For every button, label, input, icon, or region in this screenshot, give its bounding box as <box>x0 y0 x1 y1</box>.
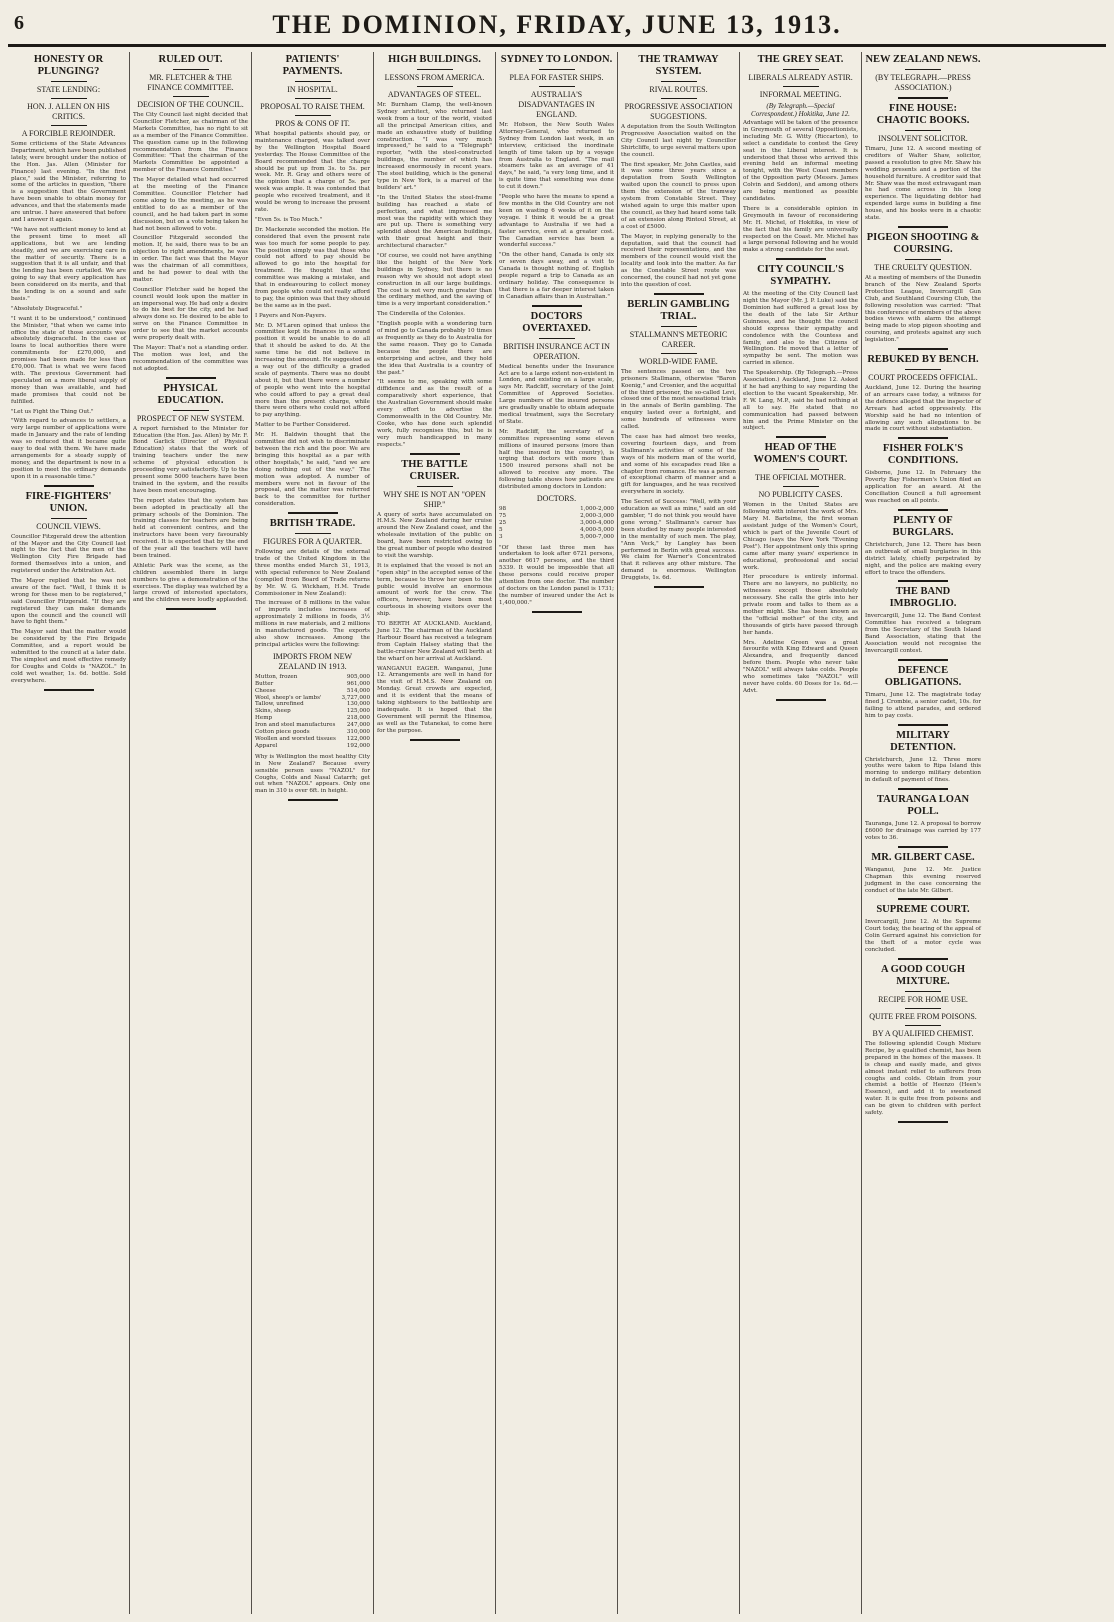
article-subhead: A FORCIBLE REJOINDER. <box>21 129 116 138</box>
table-cell-label: Skins, sheep <box>255 708 291 715</box>
article-paragraph: Christchurch, June 12. Three more youths were taken to Ripa Island this morning to undergo military detention in default of payment of fines. <box>865 756 981 784</box>
article-paragraph: The City Council last night decided that Councillor Fletcher, as chairman of the Markets Committee, has no right to sit as a member of the Finance Committee. The question came up in the following recommendation from the Finance Committee: "That the chairman of the Markets Committee be appointed a member of the Finance Committee." <box>133 112 248 174</box>
table-cell-value: 3,000-4,000 <box>580 519 614 526</box>
article-end-rule <box>898 788 948 790</box>
article-paragraph: The Mayor said that the matter would be considered by the Fire Brigade Committee, and a report would be submitted to the council at a later date. The simplest and most effective remedy for Coughs and Colds is "NAZOL." In cold wet weather, 1s. 6d. bottle. Sold everywhere. <box>11 629 126 684</box>
table-cell-label: 3 <box>499 533 503 540</box>
article-paragraph: Mr. Burnham Clamp, the well-known Sydney architect, who returned last week from a tour of the world, visited all the principal American cities, and made an exhaustive study of building construction. "I was very much impressed," he said to a "Telegraph" reporter, "with the steel-constructed buildings, the number of which has increased enormously in recent years. The steel building, which is the general type in New York, is a marvel of the builders' art." <box>377 102 492 191</box>
article-headline: PHYSICAL EDUCATION. <box>157 382 224 406</box>
article-paragraph: Matter to be Further Considered. <box>255 422 351 429</box>
article-closing: Why is Wellington the most healthy City in New Zealand? Because every sensible person uses "NAZOL" for Coughs, Colds and Nasal Catarrh; get out when "NAZOL" appears. Only one man in 310 is over 6ft. in height. <box>255 753 370 795</box>
divider <box>295 81 331 82</box>
article-paragraph: "Let us Fight the Thing Out." <box>11 408 94 415</box>
article <box>865 443 981 511</box>
article-paragraph: Christchurch, June 12. There has been an outbreak of small burglaries in this district lately, chiefly perpetrated by night, and the police are making every effort to trace the offenders. <box>865 541 981 576</box>
article-end-rule <box>166 608 216 610</box>
article-paragraph: TO BERTH AT AUCKLAND. Auckland, June 12. The chairman of the Auckland Harbour Board has received a telegram from Captain Halsey stating that the battle-cruiser New Zealand will berth at the wharf on her arrival at Auckland. <box>377 621 492 662</box>
divider <box>661 98 697 99</box>
divider <box>51 125 87 126</box>
article-subhead: WORLD-WIDE FAME. <box>639 356 718 366</box>
article-subhead: IN HOSPITAL. <box>287 85 338 94</box>
article-paragraph: Invercargill, June 12. At the Supreme Court today, the hearing of the appeal of Colin Gerrard against his conviction for the theft of a motor cycle was concluded. <box>865 919 981 954</box>
article-paragraph: Gisborne, June 12. In February the Poverty Bay Fishermen's Union filed an application for an award. At the Conciliation Council a full agreement was reached on all points. <box>865 470 981 504</box>
article-paragraph: "I want it to be understood," continued the Minister, "that when we came into office the state of those accounts was absolutely disgraceful. In the case of loans to local authorities there were commitments for £270,000, and promises had been made for less than £70,000. That is what we were faced with. The previous Government had speculated on a more liberal supply of money than was available, and had made promises that could not be fulfilled. <box>11 315 126 405</box>
article-subhead: STALLMANN'S METEORIC CAREER. <box>629 329 728 349</box>
article <box>865 232 981 350</box>
article <box>865 515 981 583</box>
divider <box>539 86 575 87</box>
article-headline: HONESTY OR PLUNGING? <box>33 54 104 77</box>
table-cell-value: 1,000-2,000 <box>580 505 614 512</box>
table-row <box>255 715 370 722</box>
column-5 <box>496 52 618 1614</box>
article <box>865 103 981 228</box>
article-paragraph: Timaru, June 12. A second meeting of creditors of Walter Shaw, solicitor, passed a resolution to give Mr. Shaw his wedding presents and a portion of the household furniture. A creditor said that Mr. Shaw was the most extravagant man he had come across in his long experience. The liquidating debtor had expended large sums in building a fine house, and his books were in a chaotic state. <box>865 146 981 222</box>
article-end-rule <box>898 1121 948 1123</box>
article-subhead: RECIPE FOR HOME USE. <box>878 995 968 1004</box>
article-headline: A GOOD COUGH MIXTURE. <box>880 964 965 987</box>
article-headline: RULED OUT. <box>158 54 223 65</box>
article-paragraph: Councillor Fitzgerald seconded the motion. If, he said, there was to be an objection to right amendments, he was in order. The fact was that the Mayor was the chairman of all committees, and he had power to deal with the matter. <box>133 235 248 283</box>
table-cell-value: 122,000 <box>346 735 370 742</box>
article-paragraph: Wanganui, June 12. Mr. Justice Chapman this evening reserved judgment in the case concerning the conduct of the late Mr. Gilbert. <box>865 866 981 894</box>
table-cell-label: Cheese <box>255 687 276 694</box>
article-paragraph: The first speaker, Mr. John Castles, said it was some three years since a deputation from South Wellington waited upon the council to press upon them the extension of the tramway system from Constable Street. They wished again to urge this matter upon the council, as they had heard some talk of an extension along Rintoul Street, at a cost of £5000. <box>621 161 736 230</box>
article-headline: MILITARY DETENTION. <box>890 729 956 753</box>
article-headline: BERLIN GAMBLING TRIAL. <box>627 298 730 322</box>
table-cell-value: 905,000 <box>346 673 370 680</box>
article-paragraph: "Even 5s. is Too Much." <box>255 216 323 223</box>
article-subhead: DECISION OF THE COUNCIL. <box>137 100 244 109</box>
article <box>865 586 981 660</box>
article-end-rule <box>410 453 460 455</box>
article-paragraph: A deputation from the South Wellington Progressive Association waited on the City Council last night by Councillor Shirtcliffe, to urge several matters upon the council. <box>621 124 736 158</box>
article <box>499 311 614 613</box>
article-paragraph: The Cinderella of the Colonies. <box>377 311 465 318</box>
page-number: 6 <box>14 12 24 34</box>
article <box>133 383 248 611</box>
table-cell-value: 130,000 <box>346 701 370 708</box>
article-paragraph: Timaru, June 12. The magistrate today fined J. Crombie, a senior cadet, 10s. for failing to attend parades, and ordered him to pay costs. <box>865 691 981 719</box>
article-paragraph: Auckland, June 12. During the hearing of an arrears case today, a witness for the defence alleged that the inspector of Arrears had acted oppressively. His Worship said he had no intention of allowing any such allegations to be made in court without substantiation. <box>865 385 981 433</box>
table-cell-value: 310,000 <box>346 729 370 736</box>
article-paragraph: The Mayor replied that he was not aware of the fact. "Well, I think it is wrong for these men to be registered," said Councillor Fitzgerald. "If they are registered they can make demands upon the council and the council will have to fight them." <box>11 578 126 626</box>
table-row <box>255 695 370 702</box>
article-paragraph: The case has had almost two weeks, covering fourteen days, and from Stallmann's activities of some of the ways of his modern man of the world, and some of his escapades read like a chapter from romance. He was a person of exceptional charm of manner and a gift for languages, and he was received everywhere in society. <box>621 434 736 496</box>
divider <box>783 469 819 470</box>
article <box>865 852 981 901</box>
table-cell-label: 5 <box>499 526 503 533</box>
table-row <box>255 743 370 750</box>
article-subhead: MR. FLETCHER & THE FINANCE COMMITTEE. <box>147 73 234 92</box>
article-subhead: PLEA FOR FASTER SHIPS. <box>509 73 604 82</box>
article-paragraph: A query of sorts have accumulated on H.M.S. New Zealand during her cruise around the New Zealand coast, and the wholesale invitation of the public on board, have been restricted owing to the great number of people who desired to visit the warship. <box>377 511 492 559</box>
table-cell-label: Butter <box>255 680 274 687</box>
divider <box>295 115 331 116</box>
divider <box>905 369 941 370</box>
divider <box>417 486 453 487</box>
article-paragraph: Tauranga, June 12. A proposal to borrow £6000 for drainage was carried by 177 votes to 36. <box>865 821 981 841</box>
article-paragraph: Mr. D. M'Laren opined that unless the committee kept its finances in a sound position it would be unable to do all that it should be asked to do. At the same time he did not believe in increasing the amount. He suggested as a way out of the difficulty a graded scale of payments. There was no doubt about it, but that there were a number of people who went into the hospital who could afford to pay a great deal more than the present charge, while there were others who could not afford to pay anything. <box>255 322 370 419</box>
article-end-rule <box>44 689 94 691</box>
article-headline: THE BATTLE CRUISER. <box>401 458 468 482</box>
article-subhead: INFORMAL MEETING. <box>759 90 842 99</box>
article-end-rule <box>776 436 826 438</box>
article-headline: CITY COUNCIL'S SYMPATHY. <box>757 264 844 288</box>
table-cell-value: 247,000 <box>346 722 370 729</box>
columns <box>8 52 1106 1614</box>
article <box>255 54 370 514</box>
article-headline: THE GREY SEAT. <box>757 54 844 65</box>
article-paragraph: Mr. H. Baldwin thought that the committee did not wish to discriminate between the rich and the poor. We are bringing this hospital as a par with other hospitals," he said, "and we are doing nothing out of the way." The motion was adopted. A number of members were not in favour of the proposal, and the matter was referred back to the committee for further consideration. <box>255 432 370 508</box>
article-headline: NEW ZEALAND NEWS. <box>865 54 981 65</box>
table-cell-label: 25 <box>499 519 507 526</box>
article-subhead: QUITE FREE FROM POISONS. <box>869 1012 977 1021</box>
article-subhead: PROSPECT OF NEW SYSTEM. <box>136 413 245 423</box>
article-headline: PATIENTS' PAYMENTS. <box>282 54 343 77</box>
article <box>377 54 492 455</box>
article-paragraph: At the meeting of the City Council last night the Mayor (Mr. J. P. Luke) said the Dominion had suffered a great loss by the death of the late Sir Arthur Guinness, and he thought the council should express their sympathy and condolence with the Countess and family, and also to the Citizens of Wellington. He moved that a letter of sympathy be sent. The motion was carried in silence. <box>743 291 858 367</box>
column-6 <box>618 52 740 1614</box>
column-2 <box>130 52 252 1614</box>
article-end-rule <box>410 739 460 741</box>
table-cell-value: 4,000-5,000 <box>580 526 614 533</box>
article-end-rule <box>532 305 582 307</box>
article <box>865 730 981 791</box>
article-end-rule <box>898 509 948 511</box>
article <box>865 794 981 848</box>
column-1 <box>8 52 130 1614</box>
article-subhead: PROPOSAL TO RAISE THEM. <box>260 102 365 111</box>
article-headline: THE BAND IMBROGLIO. <box>889 586 957 610</box>
masthead-rule <box>8 46 1106 47</box>
table-row <box>255 701 370 708</box>
article-paragraph: WANGANUI EAGER. Wanganui, June 12. Arrangements are well in hand for the visit of H.M.S. New Zealand on Monday. Great crowds are expected, and it is evident that the means of taking sightseers to the battleship are inadequate. It is hoped that the Government will permit the Hinemoa, as well as the Tutanekai, to come here for the purpose. <box>377 665 492 734</box>
divider <box>173 69 209 70</box>
article-subhead: THE OFFICIAL MOTHER. <box>754 473 847 483</box>
column-3 <box>252 52 374 1614</box>
article-paragraph: There is a considerable opinion in Greymouth in favour of reconsidering Mr. H. Michel, of Hokitika, in view of the fact that his family are universally respected on the Coast. Mr. Michel has a large personal following and he would make a strong candidate for the seat. <box>743 205 858 254</box>
divider <box>905 991 941 992</box>
article <box>621 299 736 588</box>
table-cell-value: 3,727,000 <box>341 694 370 701</box>
table-cell-value: 218,000 <box>346 715 370 722</box>
article-paragraph: "People who have the means to spend a few months in the Old Country are not keen on wasting 6 weeks of it on the voyage. I think it would be a great advantage to Australia if we had a faster service, even at a greater cost. The Canadian service has been a wonderful success." <box>499 194 614 249</box>
article-paragraph: Medical benefits under the Insurance Act are to a large extent non-existent in London, and existing on a large scale, says Mr. Radcliff, secretary of the Joint Committee of Approved Societies. Large numbers of the insured persons are gradually unable to obtain adequate medical treatment, says the Secretary of State. <box>499 363 614 425</box>
divider <box>905 259 941 260</box>
article-headline: THE TRAMWAY SYSTEM. <box>638 54 719 77</box>
table-row <box>255 681 370 688</box>
article <box>11 54 126 487</box>
table-row <box>255 722 370 729</box>
article-end-rule <box>898 659 948 661</box>
table-row <box>255 688 370 695</box>
table-cell-label: 98 <box>499 505 507 512</box>
article-paragraph: It is explained that the vessel is not an "open ship" in the accepted sense of the term, because to throw her open to the public would involve an enormous amount of work for the crew. The officers, however, have been most courteous in showing visitors over the ship. <box>377 562 492 618</box>
article-paragraph: "On the other hand, Canada is only six or seven days away, and a visit to Canada is thought nothing of. English people regard a trip to Canada as an ordinary holiday. The consequence is that there is a far deeper interest taken in Canadian affairs than in Australian." <box>499 252 614 300</box>
article-end-rule <box>898 580 948 582</box>
article-end-rule <box>898 958 948 960</box>
article-subhead: AUSTRALIA'S DISADVANTAGES IN ENGLAND. <box>518 90 595 119</box>
article-subhead: WHY SHE IS NOT AN "OPEN SHIP." <box>383 489 486 509</box>
table-cell-label: Apparel <box>255 742 278 749</box>
article-paragraph: The report states that the system has been adopted in practically all the primary schools of the Dominion. The training classes for teachers are being held at convenient centres, and the instructors have been very favourably received. It is expected that by the end of the year all the teachers will have been trained. <box>133 497 248 559</box>
article-paragraph: A report furnished to the Minister for Education (the Hon. Jas. Allen) by Mr. F. Bond Garlick (Director of Physical Education) states that the work of training teachers under the new scheme of physical education is proceeding very satisfactorily. Up to the present some 5000 teachers have been trained in the system, and the results have been most encouraging. <box>133 425 248 494</box>
divider <box>783 86 819 87</box>
article-end-rule <box>776 699 826 701</box>
article <box>743 54 858 260</box>
article-paragraph: Women in the United States are following with interest the work of Mrs. Mary M. Bartelme, the first woman assistant judge of the Women's Court, which is part of the Juvenile Court of Chicago (says the New York "Evening Post"). Her appointment only this spring came after many years' experience in educational, professional and social work. <box>743 502 858 571</box>
article-paragraph: What hospital patients should pay, or maintenance charged, was talked over by the Wellington Hospital Board yesterday. The House Committee of the Board recommended that the charge should be put up from 3s. to 5s. per week. Mr. R. Gray and others were of the opinion that a charge of 5s. per week was ample. It was contended that people who received treatment, and it would be wrong to increase the present rate. <box>255 131 370 213</box>
figures-table <box>255 674 370 750</box>
article-end-rule <box>654 586 704 588</box>
table-cell-value: 125,000 <box>346 708 370 715</box>
article-paragraph: Advantage will be taken of the presence in Greymouth of several Oppositionists, including Mr. G. Witty (Riccarton), to select a candidate to contest the Grey seat in the Liberal interest. It is understood that those who arrived this evening held an informal meeting tonight, with the West Coast members of the Opposition party (Messrs. James Colvin and Seddon), and among others are being mentioned as possible candidates. <box>743 120 858 202</box>
table-row <box>255 736 370 743</box>
article-paragraph: Invercargill, June 12. The Band Contest Committee has received a telegram from the Secretary of the South Island Band Association, stating that the Association would not recognise the Invercargill contest. <box>865 613 981 654</box>
article-subhead: LESSONS FROM AMERICA. <box>384 73 485 82</box>
article-byline: (By Telegraph.—Special Correspondent.) Hokitika, June 12. <box>751 102 850 118</box>
article-paragraph: Some criticisms of the State Advances Department, which have been published lately, were brought under the notice of the Hon. Jas. Allen (Minister for Finance) last evening. "In the first place," said the Minister, referring to some of the articles in question, "there is a suggestion that the Government have been unable to obtain money for advances, and that the statements made are untrue. I have answered that before and I answer it again. <box>11 141 126 223</box>
column-4 <box>374 52 496 1614</box>
table-cell-label: Hemp <box>255 715 273 722</box>
article <box>865 964 981 1123</box>
article-end-rule <box>532 611 582 613</box>
divider <box>295 98 331 99</box>
article-paragraph: Mr. Radcliff, the secretary of a committee representing some eleven millions of insured persons (more than half the insured in the country), is urging that doctors with more than 1500 insured persons shall not be allowed to receive any more. The following table shows how patients are distributed among doctors in London: <box>499 428 614 491</box>
article-paragraph: "Of course, we could not have anything like the height of the New York buildings in Sydney, but there is no reason why we should not adopt steel construction in all our large buildings. The cost is not very much greater than the ordinary method, and the saving of time is a very important consideration." <box>377 253 492 308</box>
article-paragraph: The sentences passed on the two prisoners Stallmann, otherwise "Baron Koenig," and Crosnier, and the acquittal of the third prisoner, the so-called Levi, closed one of the most sensational trials in the annals of Berlin gambling. The enquiry lasted over a fortnight, and some hundreds of witnesses were called. <box>621 368 736 431</box>
article-headline: MR. GILBERT CASE. <box>871 851 975 863</box>
article-paragraph: Following are details of the external trade of the United Kingdom in the three months ended March 31, 1913, with special reference to New Zealand (compiled from Board of Trade returns by Mr. W. G. Wickham, H.M. Trade Commissioner in New Zealand): <box>255 549 370 597</box>
divider <box>51 518 87 519</box>
table-cell-value: 192,000 <box>346 742 370 749</box>
article <box>11 491 126 691</box>
table-row <box>499 513 614 520</box>
article-end-rule <box>898 846 948 848</box>
article <box>865 354 981 439</box>
table-cell-label: 75 <box>499 512 507 519</box>
article-end-rule <box>654 293 704 295</box>
table-cell-label: Woollen and worsted tissues <box>255 735 336 742</box>
table-cell-value: 5,000-7,000 <box>580 533 614 540</box>
table-row <box>499 520 614 527</box>
divider <box>661 81 697 82</box>
article-end-rule <box>898 437 948 439</box>
article-subhead: (BY TELEGRAPH.—PRESS ASSOCIATION.) <box>875 73 971 92</box>
article-end-rule <box>898 97 948 99</box>
article-subhead: THE CRUELTY QUESTION. <box>874 262 972 272</box>
article-headline: DOCTORS OVERTAXED. <box>522 310 591 334</box>
article-headline: FISHER FOLK'S CONDITIONS. <box>882 443 964 467</box>
divider <box>51 98 87 99</box>
table-cell-value: 2,000-3,000 <box>580 512 614 519</box>
article-paragraph: The Mayor, in replying generally to the deputation, said that the council had received their representations, and the members of the council would visit the locality and look into the matter. As far as the Constable Street route was concerned, the council had not yet gone into the question of cost. <box>621 233 736 288</box>
table-title: DOCTORS. <box>536 493 577 503</box>
article-subhead: COURT PROCEEDS OFFICIAL. <box>868 373 978 383</box>
article-headline: PLENTY OF BURGLARS. <box>892 514 954 538</box>
article-headline: TAURANGA LOAN POLL. <box>876 794 970 818</box>
table-cell-value: 514,000 <box>346 687 370 694</box>
article <box>865 54 981 99</box>
column-7 <box>740 52 862 1614</box>
divider <box>661 326 697 327</box>
article-closing: "Of these last three men has undertaken to look after 6721 persons, another 6617 persons, and the third 5339. It would be impossible that all these persons could receive proper attention from one doctor. The number of doctors on the London panel is 1731; the number of insured under the Act is 1,400,000." <box>499 544 614 606</box>
divider <box>905 1025 941 1026</box>
table-row <box>255 674 370 681</box>
article-paragraph: Athletic Park was the scene, as the children assembled there in large numbers to give a demonstration of the exercises. The display was watched by a large crowd of interested spectators, and the children were loudly applauded. <box>133 562 248 604</box>
article-paragraph: Mr. Hobson, the New South Wales Attorney-General, who returned to Sydney from London last week, in an interview, criticised the inordinate length of time taken up by a voyage from Australia to England. "The mail steamers take as an average of 41 days," he said, "a very long time, and it is quite time that something was done to cut it down." <box>499 122 614 191</box>
article <box>377 459 492 741</box>
article-paragraph: "In the United States the steel-frame building has reached a state of perfection, and what impressed me most was the rapidity with which they are put up. There is something very splendid about the American buildings, with their great height and their architectural character." <box>377 194 492 250</box>
article <box>743 442 858 700</box>
article-headline: PIGEON SHOOTING & COURSING. <box>866 231 980 255</box>
article <box>865 665 981 726</box>
article-paragraph: Her procedure is entirely informal. There are no lawyers, no publicity, no witnesses except those absolutely necessary. She calls the girls into her private room and talks to them as a mother might. She has been known as the "official mother" of the city, and thousands of girls have passed through her hands. <box>743 574 858 636</box>
article <box>133 54 248 379</box>
article-paragraph: "It seems to me, speaking with some diffidence and as the result of a comparatively short experience, that the Australian Government should make every effort to advertise the Commonwealth in the Old Country. Mr. Cooke, who has done such splendid work, fully recognises this, but he is very much handicapped in many respects." <box>377 379 492 448</box>
article-subhead: COUNCIL VIEWS. <box>36 521 101 531</box>
article <box>499 54 614 307</box>
article-paragraph: The Secret of Success: "Well, with your education as well as mine," said an old gambler, "I do not think you would have gone wrong." Stallmann's career has been studied by many people interested in the mentality of such men. The play, "Ann Veck," by Langley has been performed in Berlin with great success. We claim for Warner's Concentrated that it relieves any other mixture. The demand is enormous. Wellington Druggists, 1s. 6d. <box>621 499 736 582</box>
article-subhead: BRITISH INSURANCE ACT IN OPERATION. <box>503 341 610 361</box>
article-subhead: BY A QUALIFIED CHEMIST. <box>872 1029 974 1038</box>
table-cell-label: Tallow, unrefined <box>255 701 304 708</box>
divider <box>51 81 87 82</box>
article <box>621 54 736 295</box>
divider <box>173 96 209 97</box>
article-subhead: PROGRESSIVE ASSOCIATION SUGGESTIONS. <box>624 102 733 121</box>
article-paragraph: At a meeting of members of the Dunedin branch of the New Zealand Sports Protection League, Invercargill Gun Club, and Southland Coursing Club, the following resolution was carried: "That this conference of members of the above bodies views with alarm the attempt being made to stop pigeon shooting and coursing, and protests against any such legislation." <box>865 274 981 344</box>
article-headline: FIRE-FIGHTERS' UNION. <box>25 490 112 514</box>
article-headline: REBUKED BY BENCH. <box>867 354 979 366</box>
article-paragraph: "Absolutely Disgraceful." <box>11 305 83 312</box>
table-cell-label: Cotton piece goods <box>255 729 310 736</box>
article-paragraph: "English people with a wondering turn of mind go to Canada probably 10 times as frequently as they do to Australia for the same reason. They go to Canada because the people there are enterprising and active, and they hold the idea that Australia is a country of the past." <box>377 321 492 376</box>
divider <box>417 69 453 70</box>
divider <box>173 410 209 411</box>
article-end-rule <box>776 258 826 260</box>
article-end-rule <box>288 799 338 801</box>
article-paragraph: The Speakership. (By Telegraph.—Press Association.) Auckland, June 12. Asked if he had anything to say regarding the election to the vacant Speakership, Mr. F. W. Lang, M.P., said he had nothing at all to say. He stated that no communication had passed between him and the Prime Minister on the subject. <box>743 370 858 432</box>
article-paragraph: The Mayor detailed what had occurred at the meeting of the Finance Committee. Councillor Fletcher had come along to the meeting, as he was entitled to do as a member of the council, and he had taken part in some discussion, but on a vote being taken he had not been allowed to vote. <box>133 177 248 232</box>
article-subhead: HON. J. ALLEN ON HIS CRITICS. <box>27 102 110 121</box>
divider <box>783 486 819 487</box>
article-paragraph: I Payers and Non-Payers. <box>255 312 327 319</box>
article-headline: SYDNEY TO LONDON. <box>500 54 613 65</box>
article <box>743 264 858 438</box>
article-end-rule <box>898 226 948 228</box>
article-paragraph: Councillor Fitzgerald drew the attention of the Mayor and the City Council last night to the fact that the men of the Wellington City Fire Brigade had formed themselves into a union, and registered under the Arbitration Act. <box>11 533 126 575</box>
divider <box>905 69 941 70</box>
article-paragraph: The following splendid Cough Mixture Recipe, by a qualified chemist, has been prepared in the homes of the masses. It is cheap and easily made, and gives almost instant relief to sufferers from coughs and colds. Obtain from your chemist a bottle of Heenzo (Heen's Essence), and add it to sweetened water. It is quite free from poisons and can be given to children with perfect safety. <box>865 1041 981 1117</box>
article-paragraph: "We have not sufficient money to lend at the present time to meet all applications, but we are lending steadily, and we are exercising care in the matter of security. There is a suggestion that it is all unfair, and that the lending has been curtailed. We are going to say that every application has been considered on its merits, and that the lending is on a sound and safe basis." <box>11 226 126 302</box>
article-headline: SUPREME COURT. <box>876 904 970 916</box>
masthead <box>8 8 1106 46</box>
article-headline: HIGH BUILDINGS. <box>388 54 481 65</box>
divider <box>539 338 575 339</box>
divider <box>661 353 697 354</box>
figures-table <box>499 506 614 541</box>
table-row <box>255 708 370 715</box>
article-subhead: STATE LENDING: <box>36 85 101 94</box>
article-headline: HEAD OF THE WOMEN'S COURT. <box>753 442 848 466</box>
article-subhead: RIVAL ROUTES. <box>649 85 708 94</box>
table-row <box>255 729 370 736</box>
article-subhead: PROS & CONS OF IT. <box>275 119 350 128</box>
table-row <box>499 534 614 541</box>
article-end-rule <box>44 485 94 487</box>
article-paragraph: The increase of 8 millions in the value of imports includes increases of approximately 2 millions in foods, 3½ millions in raw materials, and 2 millions in manufactured goods. The exports also show increases. Among the principal articles were the following: <box>255 600 370 648</box>
article-subhead: ADVANTAGES OF STEEL. <box>387 90 482 99</box>
table-cell-label: Iron and steel manufactures <box>255 722 336 729</box>
article <box>255 518 370 801</box>
article-end-rule <box>898 898 948 900</box>
divider <box>905 1008 941 1009</box>
column-8 <box>862 52 984 1614</box>
article-end-rule <box>288 512 338 514</box>
table-cell-value: 961,000 <box>346 680 370 687</box>
table-title: IMPORTS FROM NEW ZEALAND IN 1913. <box>272 651 353 671</box>
table-row <box>499 506 614 513</box>
divider <box>905 130 941 131</box>
article-subhead: NO PUBLICITY CASES. <box>758 490 843 500</box>
article-subhead: FIGURES FOR A QUARTER. <box>262 537 363 547</box>
article <box>865 904 981 960</box>
article-subhead: INSOLVENT SOLICITOR. <box>878 134 968 143</box>
article-end-rule <box>898 348 948 350</box>
article-paragraph: Mrs. Adeline Green was a great favourite with King Edward and Queen Alexandra, and frequently danced before them. People who never take "NAZOL" will always take colds. People who sometimes take "NAZOL" will never have colds. 60 Doses for 1s. 6d.—Advt. <box>743 639 858 694</box>
table-cell-label: Mutton, frozen <box>255 673 298 680</box>
article-end-rule <box>898 724 948 726</box>
divider <box>417 86 453 87</box>
table-cell-label: Wool, sheep's or lambs' <box>255 694 322 701</box>
divider <box>539 69 575 70</box>
article-end-rule <box>166 377 216 379</box>
article-paragraph: Councillor Fletcher said he hoped the council would look upon the matter in an impersonal way. He had only a desire to do his best for the city, and he had always done so. He desired to be able to serve on the Finance Committee in order to see that the market accounts were properly dealt with. <box>133 286 248 342</box>
divider <box>295 533 331 534</box>
article-paragraph: The Mayor: That's not a standing order. The motion was lost, and the recommendation of the committee was not adopted. <box>133 345 248 372</box>
article-paragraph: Dr. Mackenzie seconded the motion. He considered that even the present rate was too much for some people to pay. The position simply was that those who could not afford to pay should be allowed to go into the hospital for treatment. He thought that the committee was making a mistake, and that in endeavouring to collect money from people who could not really afford to pay, the opinion was that they should be the same as in the past. <box>255 226 370 309</box>
divider <box>783 69 819 70</box>
table-row <box>499 527 614 534</box>
article-headline: DEFENCE OBLIGATIONS. <box>884 664 962 688</box>
article-headline: FINE HOUSE: CHAOTIC BOOKS. <box>876 103 970 126</box>
article-headline: BRITISH TRADE. <box>269 518 356 530</box>
article-paragraph: "With regard to advances to settlers, a very large number of applications were made in January and the rate of lending was so reduced that it became quite easy to deal with them. We have made arrangements for a steady supply of money, and the department is now in a position to meet the ordinary demands upon it in a reasonable time." <box>11 418 126 480</box>
paper-title: THE DOMINION, FRIDAY, JUNE 13, 1913. <box>272 10 842 39</box>
article-subhead: LIBERALS ALREADY ASTIR. <box>748 73 853 82</box>
